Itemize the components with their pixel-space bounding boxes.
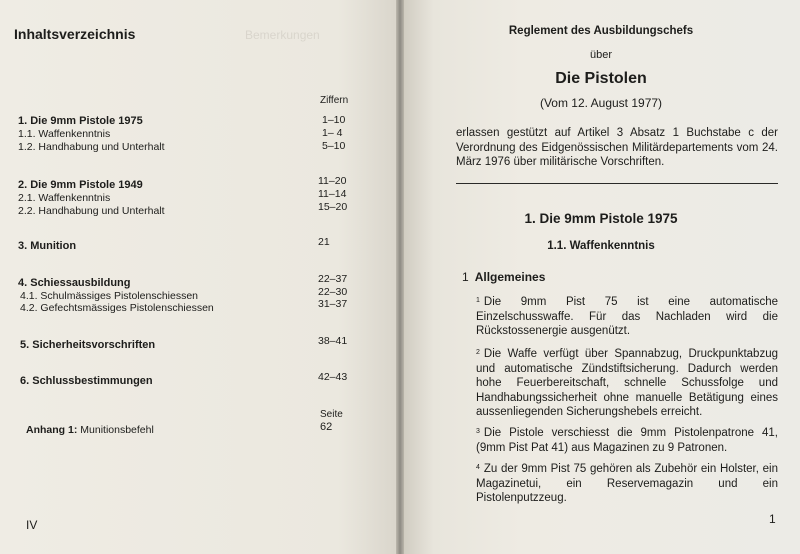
annex-page-number: 62	[320, 421, 333, 433]
toc-entry-label: 6. Schlussbestimmungen	[20, 375, 153, 387]
item-number: 1	[462, 270, 469, 284]
toc-entry-number: 38–41	[318, 335, 348, 347]
toc-entry-label: 4. Schiessausbildung	[18, 277, 131, 289]
toc-entry-label: 2.2. Handhabung und Unterhalt	[18, 205, 165, 217]
column-header-seite: Seite	[320, 409, 343, 420]
page-folio-left: IV	[26, 518, 38, 532]
paragraph-text: Zu der 9mm Pist 75 gehören als Zubehör ein Holster, ein Magazinetui, ein Reservemagazin und ein Pistolenputzzeug.	[476, 463, 778, 504]
toc-entry-label: 2.1. Waffenkenntnis	[18, 192, 111, 204]
toc-entry-number: 22–37	[318, 273, 348, 285]
ueber-text: über	[589, 49, 613, 61]
toc-entry-label: 5. Sicherheitsvorschriften	[20, 339, 156, 351]
toc-entry-label: 1.2. Handhabung und Unterhalt	[18, 141, 165, 153]
toc-entry-number: 11–14	[318, 188, 347, 200]
toc-entry-number: 5–10	[322, 140, 346, 152]
toc-entry-label: 4.2. Gefechtsmässiges Pistolenschiessen	[20, 302, 214, 314]
toc-title: Inhaltsverzeichnis	[14, 26, 136, 42]
paragraph	[476, 461, 778, 506]
ghost-bleed-text: Bemerkungen	[245, 28, 320, 42]
paragraph-text: Die Pistole verschiesst die 9mm Pistolenpatrone 41, (9mm Pist Pat 41) aus Magazinen zu 9 Patronen.	[476, 427, 778, 454]
intro-paragraph: erlassen gestützt auf Artikel 3 Absatz 1 Buchstabe c der Verordnung des Eidgenössischen Militärdepartements vom 24. März 1976 über militärische Vorschriften.	[456, 127, 778, 168]
section-heading: 1.1. Waffenkenntnis	[547, 240, 655, 252]
toc-entry-number: 31–37	[318, 298, 348, 310]
toc-entry-number: 11–20	[318, 175, 347, 187]
paragraph-number: 4	[476, 464, 480, 471]
annex-text: Munitionsbefehl	[80, 424, 154, 436]
toc-entry-label: 1.1. Waffenkenntnis	[18, 128, 111, 140]
chapter-heading: 1. Die 9mm Pistole 1975	[524, 211, 678, 226]
toc-entry-number: 15–20	[318, 201, 348, 213]
page-folio-right: 1	[769, 512, 776, 526]
paragraph-text: Die 9mm Pist 75 ist eine automatische Einzelschusswaffe. Für das Nachladen wird die Rückstossenergie ausgenützt.	[476, 296, 778, 337]
document-title: Die Pistolen	[555, 70, 647, 87]
regulation-header: Reglement des Ausbildungschefs	[508, 25, 694, 37]
paragraph	[476, 294, 778, 339]
annex-label: Anhang 1:	[26, 424, 78, 436]
toc-entry-number: 1– 4	[322, 127, 343, 139]
toc-entry-label: 2. Die 9mm Pistole 1949	[18, 179, 143, 191]
paragraph-number: 3	[476, 428, 480, 435]
annex-entry	[26, 424, 154, 436]
toc-entry-number: 21	[318, 236, 330, 248]
paragraph-number: 1	[476, 297, 480, 304]
toc-entry-label: 3. Munition	[18, 240, 77, 252]
document-date: (Vom 12. August 1977)	[539, 96, 663, 110]
item-title: Allgemeines	[474, 270, 546, 284]
paragraph-text: Die Waffe verfügt über Spannabzug, Druckpunktabzug und automatische Zündstiftsicherung. Dadurch werden hohe Feuerbereitschaft, schnelle Schussfolge und Handhabungssicherheit ohne manuelle Betätigung eines aussenliegenden Sicherungshebels erreicht.	[476, 348, 778, 418]
toc-entry-number: 42–43	[318, 371, 348, 383]
paragraph-number: 2	[476, 349, 480, 356]
toc-entry-label: 1. Die 9mm Pistole 1975	[18, 115, 143, 127]
paragraph	[476, 346, 778, 420]
toc-entry-label: 4.1. Schulmässiges Pistolenschiessen	[20, 290, 199, 302]
item-heading	[462, 270, 545, 284]
toc-entry-number: 22–30	[318, 286, 348, 298]
divider-rule	[456, 183, 778, 184]
toc-entry-number: 1–10	[322, 114, 346, 126]
column-header-ziffern: Ziffern	[320, 95, 349, 106]
paragraph	[476, 425, 778, 455]
